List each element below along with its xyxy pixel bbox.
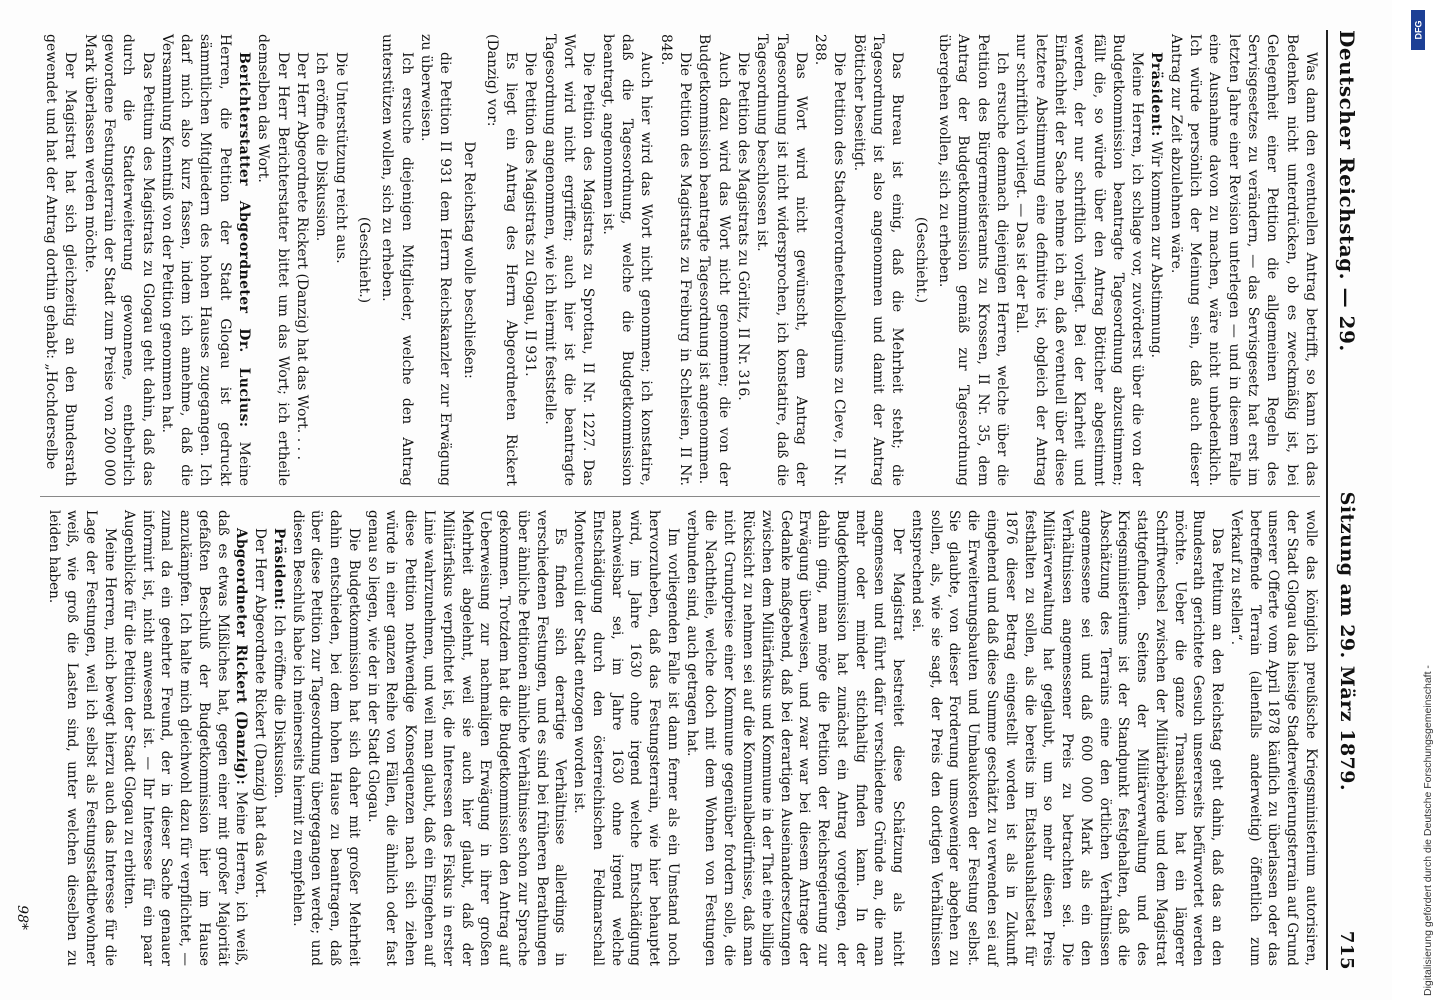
paragraph: Die Petition des Magistrats zu Freiburg in Schlesien, II Nr. 848. <box>657 34 693 486</box>
paragraph: Es liegt ein Antrag des Herrn Abgeordneten Rickert (Danzig) vor: <box>483 34 520 486</box>
paragraph: Die Petition des Magistrats zu Görlitz, II Nr. 316. <box>734 52 751 401</box>
action-note: (Geschieht.) <box>912 216 929 304</box>
action-note: (Geschieht.) <box>356 216 372 304</box>
paragraph: Im vorliegenden Falle ist dann ferner als ein Umstand noch hervorzuheben, daß das Festungsterrain, wie hier behauptet wird, im Jahre 1630 ohne irgend welche Entschädigung nachweisbar sei, im Jahre 1630 ohne irgend welche Entschädigung durch den österreichischen Feldmarschall Montecuculi der Stadt entzogen worden ist. <box>571 510 681 966</box>
page-number: 715 <box>1336 930 1358 970</box>
paragraph <box>157 34 254 486</box>
digitization-credit: Digitalisierung gefördert durch die Deutsche Forschungsgemeinschaft - <box>1422 665 1434 996</box>
speaker-name: Präsident: <box>270 528 287 611</box>
column-divider <box>40 496 1320 497</box>
left-column <box>40 34 1320 486</box>
paragraph: Meine Herren, mich bewegt hierzu auch das Interesse für die Lage der Festungen, weil ich selbst als Festungsstadtbewohner weiß, wie groß die Lasten sind, unter welchen dieselben zu leiden haben. <box>45 510 118 966</box>
paragraph-text: Meine Herren, die Petition der Stadt Glogau ist gedruckt sämmtlichen Mitgliedern des hohen Hauses zugegangen. Ich darf mich also kurz fassen, indem ich annehme, daß die Versammlung Kenntniß von der Petition genommen hat. <box>158 34 253 487</box>
paragraph <box>1146 34 1165 486</box>
paragraph: Die Petition des Magistrats zu Sprottau, II Nr. 1227. Das Wort wird nicht ergriffen; auch hier ist die beantragte Tagesordnung angenommen, wie ich hiermit feststelle. <box>541 34 597 486</box>
paragraph: Das Petitum an den Reichstag geht dahin, daß das an den Bundesrath gerichtete Gesuch unsererseits befürwortet werden möchte. Ueber die ganze Transaktion hat ein längerer Schriftwechsel zwischen der Militärbehörde und dem Magistrat stattgefunden. Seitens der Militärverwaltung und des Kriegsministeriums ist der Standpunkt festgehalten, daß die Abschätzung des Terrains eine den örtlichen Verhältnissen angemessene sei und daß 600 000 Mark als ein den Verhältnissen angemessener Preis zu betrachten sei. Die Militärverwaltung hat geglaubt, um so mehr diesen Preis festhalten zu sollen, als die bereits im Etatshaushaltsetat für 1876 dieser Betrag eingestellt worden ist als in Zukunft eingehend und daß diese Summe geschätzt zu verwenden sei auf die Erweiterungsbauten und Umbaukosten der Festung selbst. Sie glaubte, von dieser Forderung umsoweniger abgehen zu sollen, als, wie sie sagt, der Preis den dortigen Verhältnissen entsprechend sei. <box>908 510 1226 966</box>
paragraph: Was dann den eventuellen Antrag betrifft, so kann ich das Bedenken nicht unterdrücken, ob es zweckmäßig ist, bei Gelegenheit einer Petition die allgemeinen Regeln des Servisgesetzes zu verändern, — das Servisgesetz hat erst im letzten Jahre einer Revision unterlegen — und in diesem Falle eine Ausnahme davon zu machen, wäre nicht unbedenklich. Ich würde persönlich der Meinung sein, daß auch dieser Antrag zur Zeit abzulehnen wäre. <box>1167 34 1319 486</box>
signature-mark: 98* <box>14 905 30 930</box>
paragraph: Das Wort wird nicht gewünscht, dem Antrag der Tagesordnung ist nicht widersprochen, ich konstatire, daß die Tagesordnung beschlossen ist. <box>754 34 809 486</box>
header-session-date: Sitzung am 29. März 1879. <box>1336 491 1358 792</box>
action-note: Der Reichstag wolle beschließen: <box>460 141 477 379</box>
paragraph: Ich eröffne die Diskussion. <box>313 52 330 242</box>
paragraph-text: Wir kommen zur Abstimmung. <box>1148 141 1165 359</box>
paragraph: Auch hier wird das Wort nicht genommen; ich konstatire, daß die Tagesordnung, welche die Budgetkommission beantragt, angenommen ist. <box>599 34 655 486</box>
paragraph: Die Petition des Stadtverordnetenkollegiums zu Cleve, II Nr. 288. <box>812 34 848 486</box>
paragraph: Die Budgetkommission hat sich daher mit großer Mehrheit dahin entschieden, bei dem hohen Hause zu beantragen, daß über diese Petition zur Tagesordnung übergegangen werde; und diesen Beschluß habe ich meinerseits hiermit zu empfehlen. <box>289 510 362 966</box>
paragraph: Es finden sich derartige Verhältnisse allerdings in verschiedenen Festungen, und es sind bei früheren Berathungen über ähnliche Petitionen ähnliche Verhältnisse schon zur Sprache gekommen. Trotzdem hat die Budgetkommission den Antrag auf Ueberweisung zur nachmaligen Erwägung in ihrer großen Mehrheit abgelehnt, weil sie auch hier glaubt, daß der Militärfiskus verpflichtet ist, die Interessen des Fiskus in erster Linie wahrzunehmen, und weil man glaubt, daß ein Eingehen auf diese Petition nothwendige Konsequenzen nach sich ziehen würde in einer ganzen Reihe von Fällen, die ähnlich oder fast genau so liegen, wie der in der Stadt Glogau. <box>364 510 569 966</box>
paragraph-text: Ich eröffne die Diskussion. <box>270 614 287 799</box>
paragraph: Der Magistrat hat sich gleichzeitig an den Bundesrath gewendet und hat der Antrag dorthin gehabt: „Hochderselbe <box>43 34 79 486</box>
paragraph: Ich ersuche demnach diejenigen Herren, welche über die Petition des Bürgermeisteramts zu Krossen, II Nr. 35, dem Antrag der Budgetkommission gemäß zur Tagesordnung übergehen wollen, sich zu erheben. <box>936 34 1010 486</box>
paragraph: Auch dazu wird das Wort nicht genommen; die von der Budgetkommission beantragte Tagesordnung ist angenommen. <box>696 34 732 486</box>
page-header <box>1330 30 1364 970</box>
paragraph: Der Magistrat bestreitet diese Schätzung als nicht angemessen und führt dafür verschiedene Gründe an, die man mehr oder minder stichhaltig finden kann. In der Budgetkommission hat zunächst ein Antrag vorgelegen, der dahin ging, man möge die Petition der Reichsregierung zur Erwägung überweisen, und zwar war bei diesem Antrage der Gedanke maßgebend, daß bei derartigen Auseinandersetzungen zwischen dem Militärfiskus und Kommune in der That eine billige Rücksicht zu nehmen sei auf die Kommunalbedürfnisse, daß man nicht Grundpreise einer Kommune gegenüber fordern solle, die die Nachtheile, welche doch mit dem Wohnen von Festungen verbunden sind, auch getragen hat. <box>683 510 907 966</box>
paragraph <box>269 510 288 966</box>
paragraph: Die Unterstützung reicht aus. <box>332 52 349 264</box>
paragraph: Der Herr Abgeordnete Rickert (Danzig) hat das Wort. . . . <box>294 52 311 460</box>
paragraph <box>119 510 250 966</box>
paragraph: Das Petitum des Magistrats zu Glogau geht dahin, daß das durch die Stadterweiterung gewonnene, entbehrlich gewordene Festungsterrain der Stadt zum Preise von 200 000 Mark überlassen werden möchte. <box>81 34 156 486</box>
paragraph: wolle das königlich preußische Kriegsministerium autorisiren, der Stadt Glogau das hiesige Stadterweiterungsterrain auf Grund unserer Offerte vom April 1878 käuflich zu überlassen oder das betreffende Terrain (allenfalls anderweitig) öffentlich zum Verkauf zu stellen“. <box>1227 510 1319 966</box>
paragraph: Der Herr Berichterstatter bittet um das Wort; ich ertheile demselben das Wort. <box>255 34 291 486</box>
paragraph: Ich ersuche diejenigen Mitglieder, welche den Antrag unterstützen wollen, sich zu erheben. <box>379 34 415 486</box>
speaker-name: Präsident: <box>1148 52 1165 137</box>
header-rule <box>1326 30 1328 970</box>
speaker-name: Berichterstatter Abgeordneter Dr. Lucius: <box>236 52 253 428</box>
paragraph-text: Meine Herren, ich weiß, daß es etwas Mißliches hat, gegen einer mit großer Majorität gefaßten Beschluß der Budgetkommission hier im Hause anzukämpfen. Ich halte mich gleichwohl dazu für verpflichtet, — zumal da ein geehrter Freund, der in dieser Sache genauer informirt ist, nicht anwesend ist. — Ihr Interesse für ein paar Augenblicke für die Petition der Stadt Glogau zu erbitten. <box>120 510 250 966</box>
speaker-name: Abgeordneter Rickert (Danzig): <box>233 528 250 786</box>
paragraph: Meine Herren, ich schlage vor, zuvörderst über die von der Budgetkommission beantragte Tagesordnung abzustimmen; fällt die, so würde über den Antrag Bötticher abgestimmt werden, der nur schriftlich vorliegt. Bei der Klarheit und Einfachheit der Sache nehme ich an, daß eventuell über diese letztere Abstimmung eine definitive ist, obgleich der Antrag nur schriftlich vorliegt. — Das ist der Fall. <box>1013 34 1146 486</box>
paragraph: Der Herr Abgeordnete Rickert (Danzig) hat das Wort. <box>252 528 269 899</box>
header-publication: Deutscher Reichstag. — 29. <box>1335 30 1359 352</box>
right-column <box>40 510 1320 966</box>
paragraph: Das Bureau ist einig, daß die Mehrheit steht; die Tagesordnung ist also angenommen und damit der Antrag Bötticher beseitigt. <box>850 34 906 486</box>
paragraph: Die Petition des Magistrats zu Glogau, II 931. <box>522 52 539 377</box>
paragraph: die Petition II 931 dem Herrn Reichskanzler zur Erwägung zu überweisen. <box>417 34 454 486</box>
dfg-logo: DFG <box>1411 10 1425 50</box>
